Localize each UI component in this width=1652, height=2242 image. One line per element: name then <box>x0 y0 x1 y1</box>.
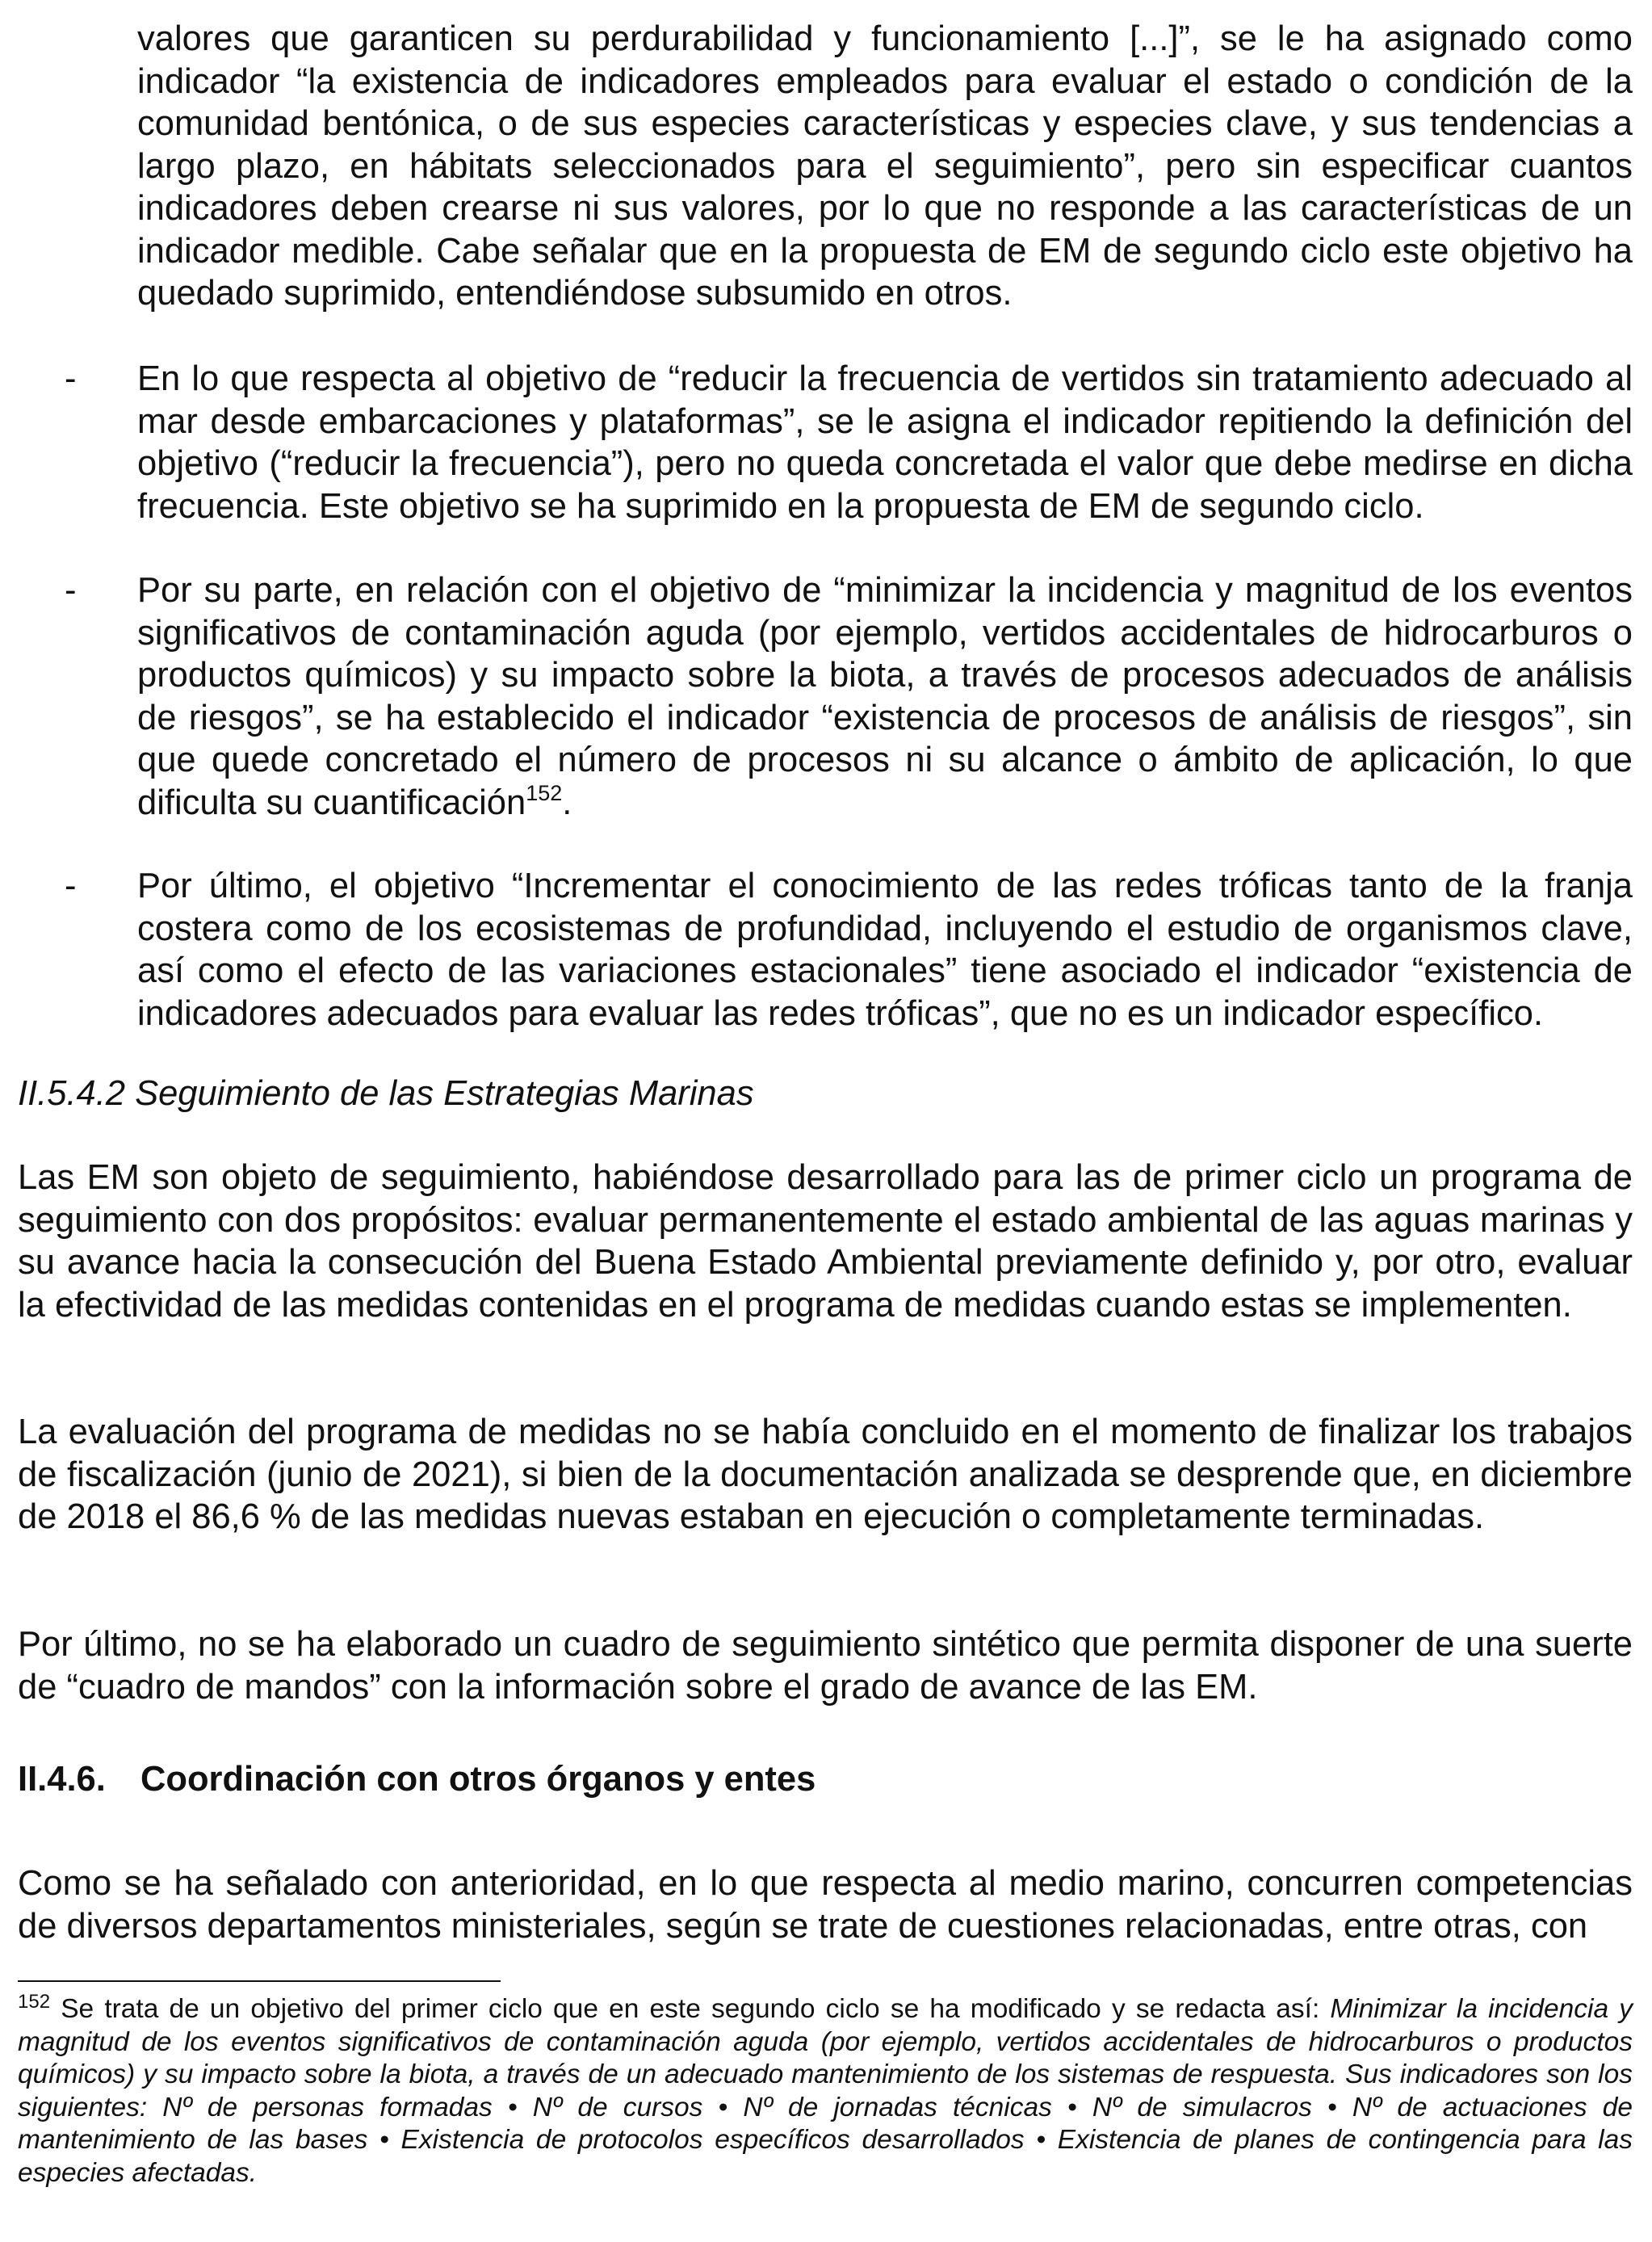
bullet-item-redes-troficas: Por último, el objetivo “Incrementar el conocimiento de las redes tróficas tanto de la franja costera como de los ecosistemas de profundidad, incluyendo el estudio de organismos clave, así como el efecto de las variaciones estacionales” tiene asociado el indicador “existencia de indicadores adecuados para evaluar las redes tróficas”, que no es un indicador específico. <box>137 867 1633 1033</box>
footnote-divider <box>18 1980 501 1982</box>
section-subheading: II.5.4.2 Seguimiento de las Estrategias Marinas <box>18 1074 754 1113</box>
footnote-italic-text: Minimizar la incidencia y magnitud de los eventos significativos de contaminación aguda (por ejemplo, vertidos accidentales de hidrocarburos o productos químicos) y su impacto sobre la biota, a través de un adecuado mantenimiento de los sistemas de respuesta. Sus indicadores son los siguientes: Nº de personas formadas • Nº de cursos • Nº de jornadas técnicas • Nº de simulacros • Nº de actuaciones de mantenimiento de las bases • Existencia de protocolos específicos desarrollados • Existencia de planes de contingencia para las especies afectadas. <box>18 1994 1633 2188</box>
paragraph-cuadro-mandos: Por último, no se ha elaborado un cuadro de seguimiento sintético que permita disponer de una suerte de “cuadro de mandos” con la información sobre el grado de avance de las EM. <box>18 1625 1633 1707</box>
footnote-plain-text: Se trata de un objetivo del primer ciclo que en este segundo ciclo se ha modificado y se redacta así: <box>50 1994 1331 2024</box>
paragraph-evaluacion: La evaluación del programa de medidas no se había concluido en el momento de finalizar los trabajos de fiscalización (junio de 2021), si bien de la documentación analizada se desprende que, en diciembre de 2018 el 86,6 % de las medidas nuevas estaban en ejecución o completamente terminadas. <box>18 1413 1633 1536</box>
section-number: II.4.6. <box>18 1760 106 1799</box>
bullet-text: Por su parte, en relación con el objetivo de “minimizar la incidencia y magnitud de los eventos significativos de contaminación aguda (por ejemplo, vertidos accidentales de hidrocarburos o productos químicos) y su impacto sobre la biota, a través de procesos adecuados de análisis de riesgos”, se ha establecido el indicador “existencia de procesos de análisis de riesgos”, sin que quede concretado el número de procesos ni su alcance o ámbito de aplicación, lo que dificulta su cuantificación <box>137 571 1633 822</box>
bullet-marker: - <box>65 359 77 398</box>
bullet-marker: - <box>65 571 77 610</box>
paragraph-seguimiento: Las EM son objeto de seguimiento, habiéndose desarrollado para las de primer ciclo un programa de seguimiento con dos propósitos: evaluar permanentemente el estado ambiental de las aguas marinas y su avance hacia la consecución del Buena Estado Ambiental previamente definido y, por otro, evaluar la efectividad de las medidas contenidas en el programa de medidas cuando estas se implementen. <box>18 1158 1633 1325</box>
bullet-marker: - <box>65 867 77 905</box>
section-title: Coordinación con otros órganos y entes <box>140 1760 816 1799</box>
paragraph-coordinacion: Como se ha señalado con anterioridad, en lo que respecta al medio marino, concurren competencias de diversos departamentos ministeriales, según se trate de cuestiones relacionadas, entre otras, con <box>18 1864 1633 1946</box>
bullet-item-contaminacion <box>137 569 1633 824</box>
section-heading <box>18 1758 816 1801</box>
footnote-reference[interactable]: 152 <box>526 780 563 805</box>
footnote-mark: 152 <box>18 1991 51 2013</box>
bullet-tail: . <box>562 783 572 822</box>
footnote-152 <box>18 1993 1633 2190</box>
paragraph-continuation: valores que garanticen su perdurabilidad y funcionamiento [...]”, se le ha asignado como indicador “la existencia de indicadores empleados para evaluar el estado o condición de la comunidad bentónica, o de sus especies características y especies clave, y sus tendencias a largo plazo, en hábitats seleccionados para el seguimiento”, pero sin especificar cuantos indicadores deben crearse ni sus valores, por lo que no responde a las características de un indicador medible. Cabe señalar que en la propuesta de EM de segundo ciclo este objetivo ha quedado suprimido, entendiéndose subsumido en otros. <box>137 19 1633 313</box>
bullet-item-vertidos: En lo que respecta al objetivo de “reducir la frecuencia de vertidos sin tratamiento adecuado al mar desde embarcaciones y plataformas”, se le asigna el indicador repitiendo la definición del objetivo (“reducir la frecuencia”), pero no queda concretada el valor que debe medirse en dicha frecuencia. Este objetivo se ha suprimido en la propuesta de EM de segundo ciclo. <box>137 359 1633 526</box>
